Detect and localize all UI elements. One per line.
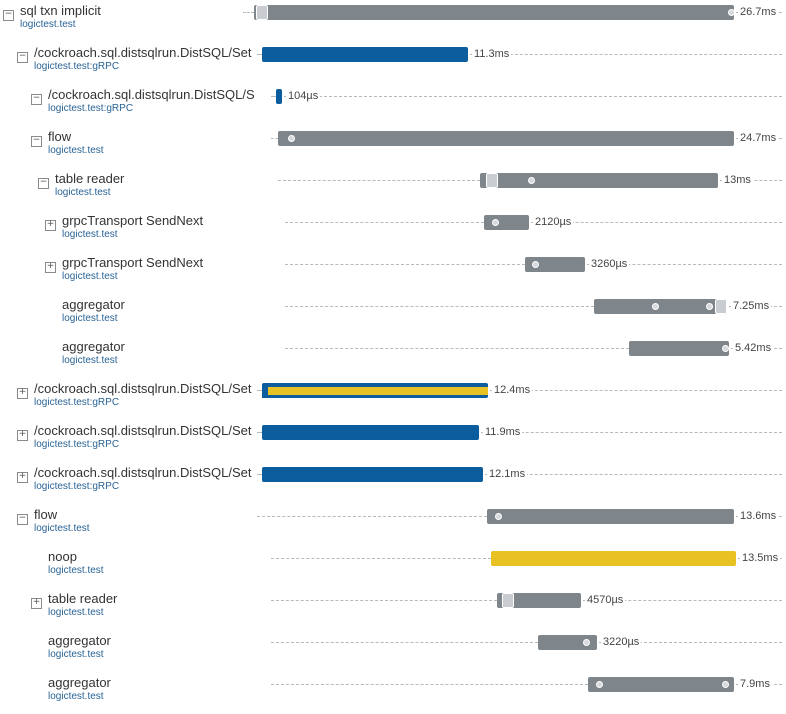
- span-log-dot[interactable]: [722, 345, 729, 352]
- service-name: logictest.test: [62, 229, 118, 240]
- service-name: logictest.test: [62, 313, 118, 324]
- span-row[interactable]: [0, 672, 786, 714]
- service-name: logictest.test:gRPC: [34, 439, 120, 450]
- duration-label: 3220µs: [603, 636, 640, 648]
- duration-label: 26.7ms: [740, 6, 777, 18]
- span-bar[interactable]: [262, 383, 488, 398]
- duration-label: 13ms: [724, 174, 751, 186]
- service-name: logictest.test: [48, 607, 104, 618]
- span-bar[interactable]: [276, 89, 282, 104]
- leader-line: [271, 684, 588, 685]
- expand-icon[interactable]: +: [18, 429, 27, 439]
- duration-label: 7.9ms: [740, 678, 770, 690]
- span-log-dot[interactable]: [528, 177, 535, 184]
- service-name: logictest.test: [62, 271, 118, 282]
- span-names: [34, 507, 90, 535]
- operation-name: grpcTransport SendNext: [62, 255, 204, 270]
- service-name: logictest.test: [20, 19, 76, 30]
- operation-name: table reader: [48, 591, 118, 606]
- operation-name: /cockroach.sql.distsqlrun.DistSQL/Set: [34, 423, 252, 438]
- leader-line: [257, 516, 487, 517]
- operation-name: grpcTransport SendNext: [62, 213, 204, 228]
- collapse-icon[interactable]: −: [32, 135, 41, 145]
- span-log-dot[interactable]: [722, 681, 729, 688]
- span-row[interactable]: [0, 420, 786, 462]
- span-log-dot[interactable]: [706, 303, 713, 310]
- span-names: [48, 591, 117, 619]
- service-name: logictest.test: [62, 355, 118, 366]
- leader-line-trailing: [481, 432, 782, 433]
- leader-line: [278, 180, 480, 181]
- duration-label: 2120µs: [535, 216, 572, 228]
- span-log-dot[interactable]: [492, 219, 499, 226]
- expand-icon[interactable]: +: [32, 597, 41, 607]
- span-row[interactable]: [0, 168, 786, 210]
- span-names: [62, 255, 203, 283]
- span-row[interactable]: [0, 630, 786, 672]
- operation-name: table reader: [55, 171, 125, 186]
- operation-name: aggregator: [62, 339, 125, 354]
- span-names: [48, 549, 104, 577]
- span-row[interactable]: [0, 210, 786, 252]
- span-row[interactable]: [0, 462, 786, 504]
- child-span-marker[interactable]: [502, 593, 514, 608]
- leader-line: [285, 348, 629, 349]
- operation-name: flow: [34, 507, 58, 522]
- collapse-icon[interactable]: −: [32, 93, 41, 103]
- duration-label: 12.4ms: [494, 384, 531, 396]
- duration-label: 5.42ms: [735, 342, 772, 354]
- service-name: logictest.test: [34, 523, 90, 534]
- operation-name: /cockroach.sql.distsqlrun.DistSQL/Set: [34, 381, 252, 396]
- duration-label: 7.25ms: [733, 300, 770, 312]
- span-log-dot[interactable]: [288, 135, 295, 142]
- leader-line-trailing: [284, 96, 782, 97]
- expand-icon[interactable]: +: [18, 471, 27, 481]
- span-names: [62, 339, 125, 367]
- leader-line-trailing: [485, 474, 782, 475]
- service-name: logictest.test: [48, 649, 104, 660]
- span-row[interactable]: [0, 42, 786, 84]
- duration-label: 11.3ms: [474, 48, 510, 60]
- span-names: [48, 129, 104, 157]
- leader-line: [285, 222, 484, 223]
- span-names: [48, 87, 255, 115]
- service-name: logictest.test:gRPC: [34, 61, 120, 72]
- expand-icon[interactable]: +: [18, 387, 27, 397]
- span-names: [48, 675, 111, 703]
- service-name: logictest.test:gRPC: [34, 397, 120, 408]
- span-row[interactable]: [0, 84, 786, 126]
- span-bar[interactable]: [484, 215, 529, 230]
- leader-line: [271, 558, 491, 559]
- span-names: [34, 45, 251, 73]
- operation-name: flow: [48, 129, 72, 144]
- span-bar[interactable]: [254, 5, 734, 20]
- span-bar[interactable]: [262, 467, 483, 482]
- operation-name: sql txn implicit: [20, 3, 101, 18]
- collapse-icon[interactable]: −: [18, 51, 27, 61]
- span-names: [55, 171, 124, 199]
- operation-name: /cockroach.sql.distsqlrun.DistSQL/Set: [34, 465, 252, 480]
- collapse-icon[interactable]: −: [4, 9, 13, 19]
- collapse-icon[interactable]: −: [39, 177, 48, 187]
- operation-name: aggregator: [62, 297, 125, 312]
- leader-line: [271, 138, 278, 139]
- operation-name: aggregator: [48, 633, 111, 648]
- service-name: logictest.test: [48, 691, 104, 702]
- duration-label: 13.5ms: [742, 552, 779, 564]
- operation-name: /cockroach.sql.distsqlrun.DistSQL/S: [48, 87, 255, 102]
- operation-name: noop: [48, 549, 77, 564]
- leader-line: [285, 264, 525, 265]
- duration-label: 24.7ms: [740, 132, 777, 144]
- span-log-dot[interactable]: [583, 639, 590, 646]
- span-row[interactable]: [0, 588, 786, 630]
- span-bar[interactable]: [629, 341, 729, 356]
- expand-icon[interactable]: +: [46, 219, 55, 229]
- expand-icon[interactable]: +: [46, 261, 55, 271]
- leader-line-trailing: [490, 390, 782, 391]
- span-bar[interactable]: [480, 173, 718, 188]
- operation-name: aggregator: [48, 675, 111, 690]
- span-row[interactable]: [0, 336, 786, 378]
- span-log-dot[interactable]: [652, 303, 659, 310]
- span-row[interactable]: [0, 378, 786, 420]
- span-bar[interactable]: [262, 47, 468, 62]
- operation-name: /cockroach.sql.distsqlrun.DistSQL/Set: [34, 45, 252, 60]
- span-row[interactable]: [0, 504, 786, 546]
- leader-line: [271, 642, 538, 643]
- span-bar[interactable]: [588, 677, 734, 692]
- span-bar[interactable]: [487, 509, 734, 524]
- span-names: [34, 423, 251, 451]
- span-bar[interactable]: [278, 131, 734, 146]
- leader-line: [271, 600, 497, 601]
- child-span-marker[interactable]: [715, 299, 727, 314]
- span-names: [48, 633, 111, 661]
- span-bar[interactable]: [262, 425, 479, 440]
- leader-line: [243, 12, 254, 13]
- span-row[interactable]: [0, 126, 786, 168]
- span-log-dot[interactable]: [532, 261, 539, 268]
- child-span-marker[interactable]: [486, 173, 498, 188]
- span-row[interactable]: [0, 0, 786, 42]
- span-names: [62, 297, 125, 325]
- service-name: logictest.test: [48, 145, 104, 156]
- collapse-icon[interactable]: −: [18, 513, 27, 523]
- child-span-marker[interactable]: [256, 5, 268, 20]
- span-names: [34, 381, 251, 409]
- duration-label: 3260µs: [591, 258, 628, 270]
- service-name: logictest.test: [55, 187, 111, 198]
- span-names: [62, 213, 203, 241]
- span-log-dot[interactable]: [728, 9, 735, 16]
- service-name: logictest.test: [48, 565, 104, 576]
- duration-label: 12.1ms: [489, 468, 526, 480]
- span-row[interactable]: [0, 294, 786, 336]
- span-log-dot[interactable]: [596, 681, 603, 688]
- span-bar-child-blue: [262, 384, 268, 398]
- service-name: logictest.test:gRPC: [34, 481, 120, 492]
- span-bar[interactable]: [491, 551, 736, 566]
- span-bar-child-yellow: [262, 387, 488, 395]
- duration-label: 13.6ms: [740, 510, 777, 522]
- span-row[interactable]: [0, 252, 786, 294]
- duration-label: 4570µs: [587, 594, 624, 606]
- duration-label: 11.9ms: [485, 426, 521, 438]
- leader-line-trailing: [470, 54, 782, 55]
- span-names: [34, 465, 251, 493]
- leader-line: [285, 306, 594, 307]
- service-name: logictest.test:gRPC: [48, 103, 134, 114]
- span-row[interactable]: [0, 546, 786, 588]
- span-names: [20, 3, 101, 31]
- duration-label: 104µs: [288, 90, 319, 102]
- span-log-dot[interactable]: [495, 513, 502, 520]
